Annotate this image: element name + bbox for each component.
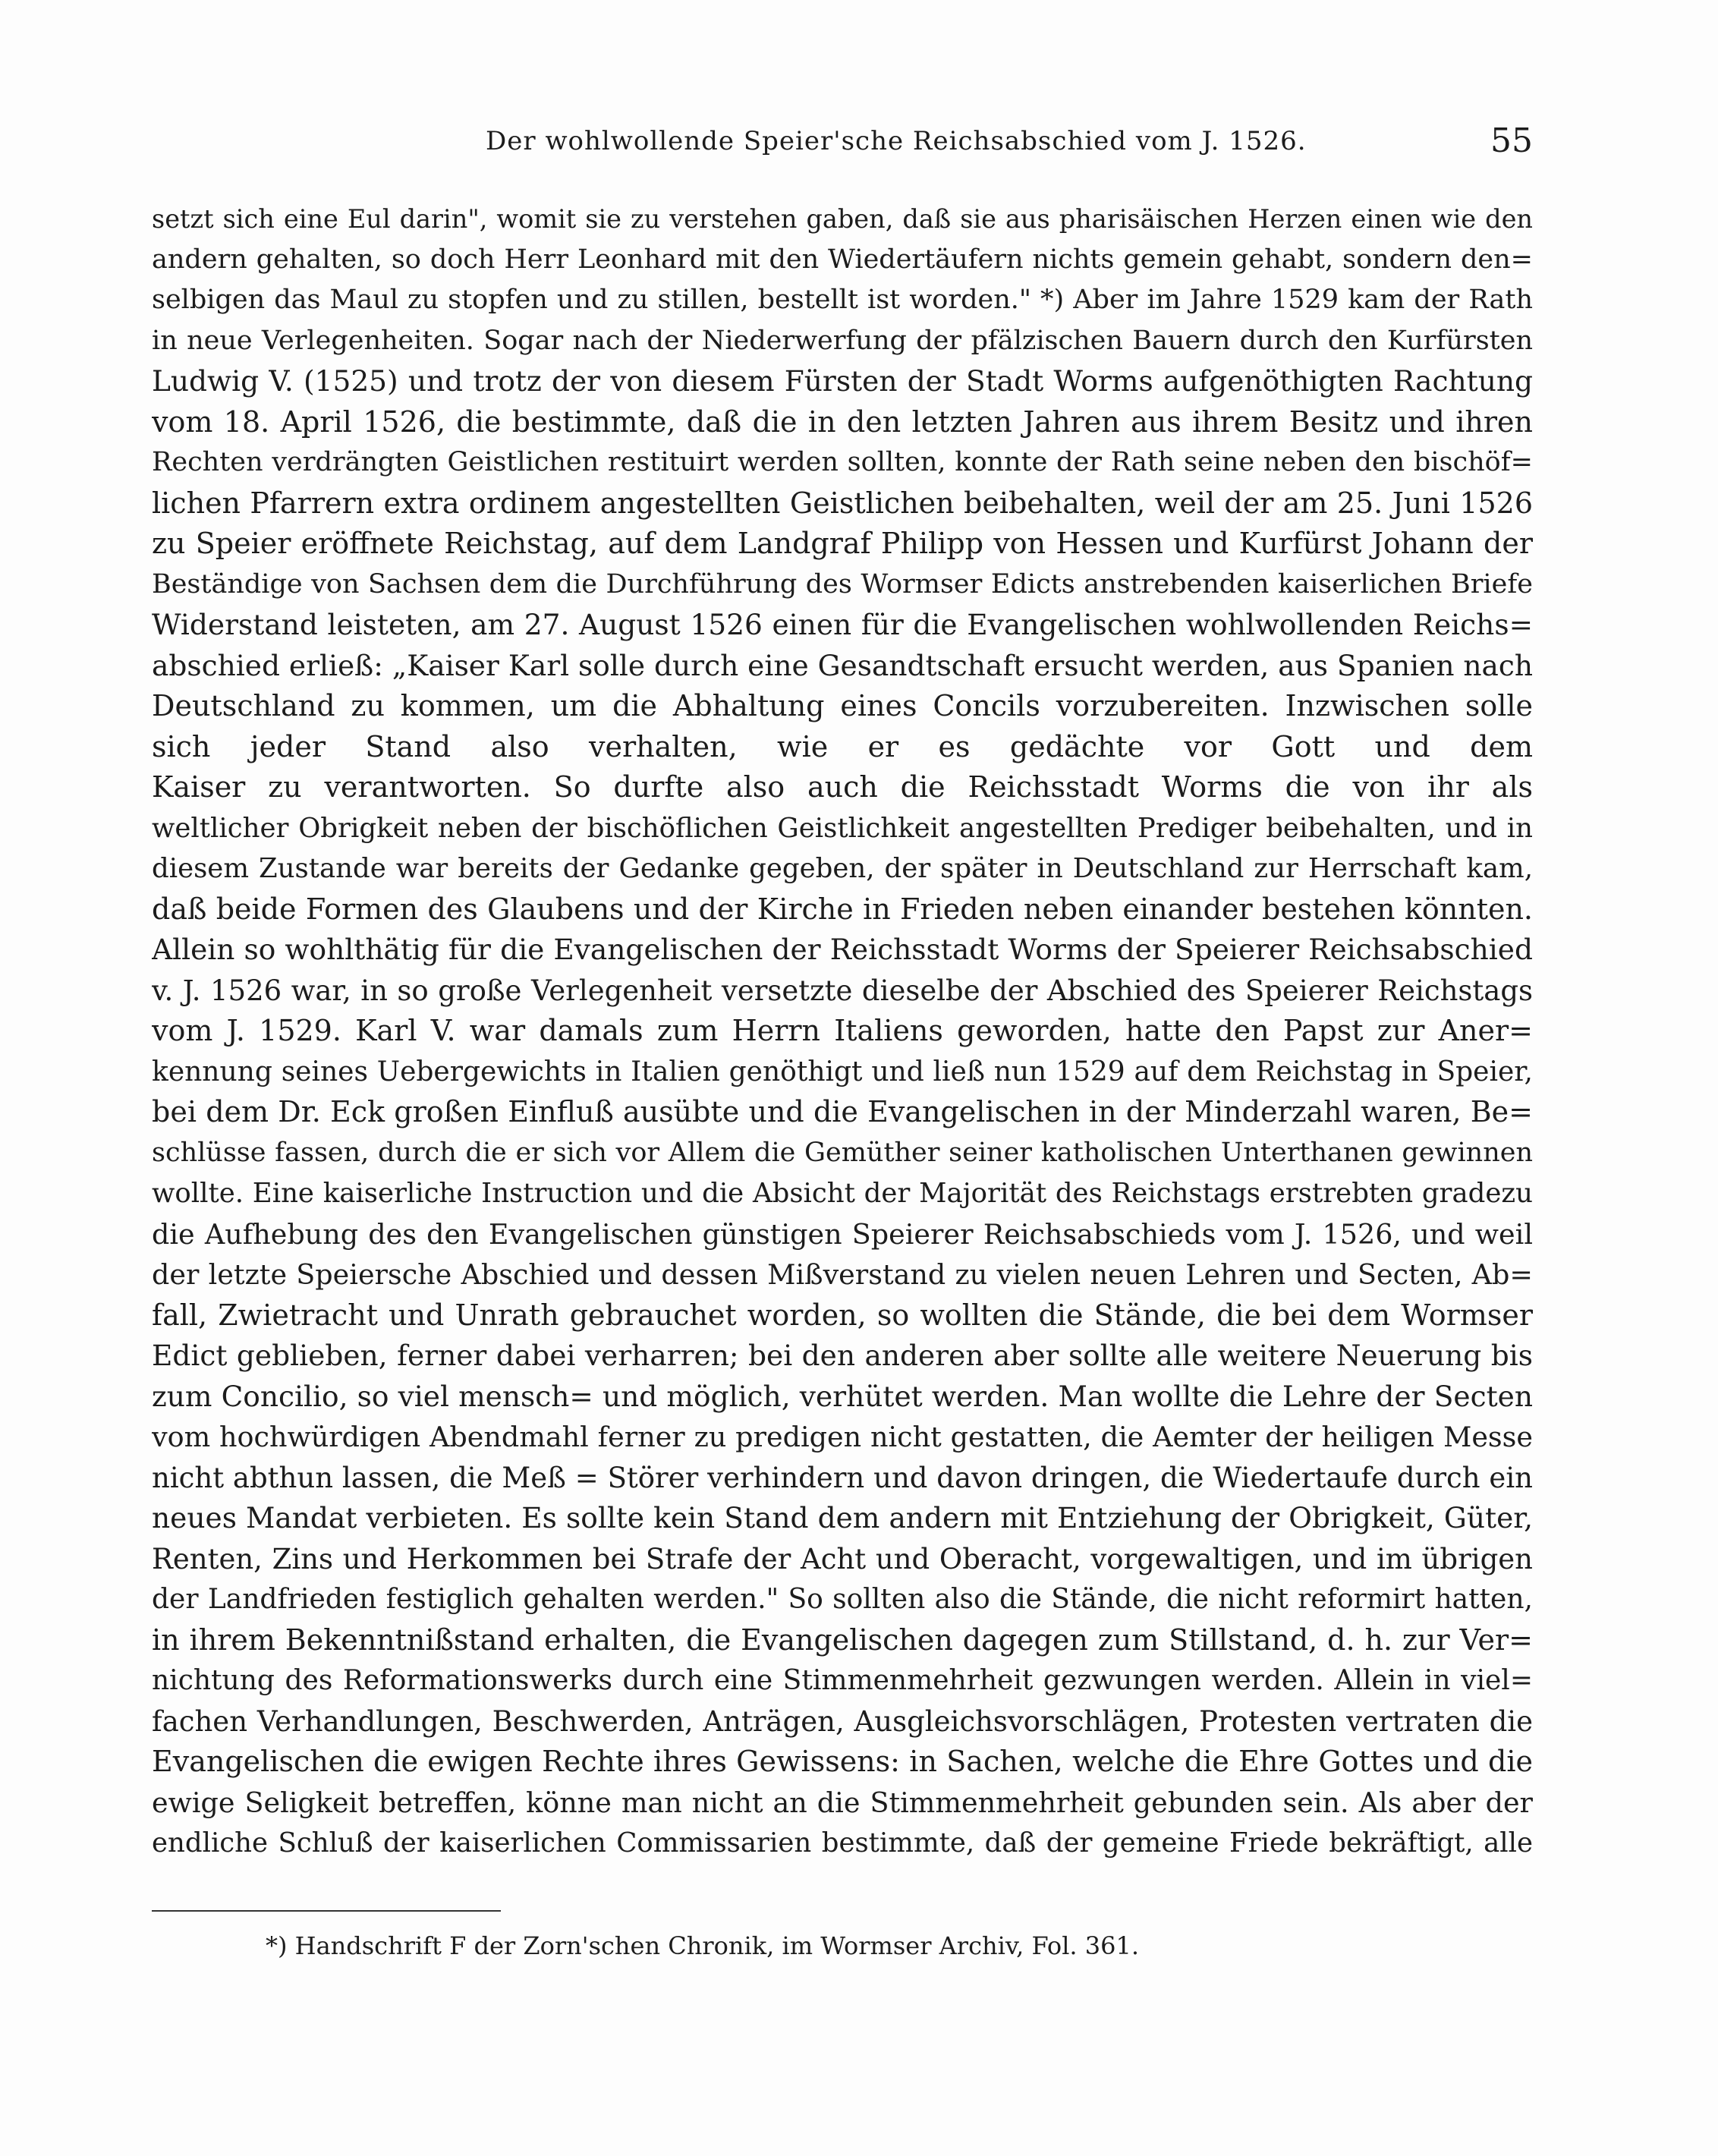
text-line: Beständige von Sachsen dem die Durchführung des Wormser Edicts anstrebenden kaiserlichen Briefe xyxy=(152,568,1533,600)
text-line: vom 18. April 1526, die bestimmte, daß die in den letzten Jahren aus ihrem Besitz und ihren xyxy=(152,404,1533,439)
text-line: in ihrem Bekenntnißstand erhalten, die Evangelischen dagegen zum Stillstand, d. h. zur Ver= xyxy=(152,1623,1533,1657)
text-line: Evangelischen die ewigen Rechte ihres Gewissens: in Sachen, welche die Ehre Gottes und die xyxy=(152,1745,1533,1778)
text-line: der Landfrieden festiglich gehalten werden." So sollten also die Stände, die nicht reformirt hatten, xyxy=(152,1584,1533,1615)
text-line: nichtung des Reformationswerks durch eine Stimmenmehrheit gezwungen werden. Allein in viel= xyxy=(152,1665,1533,1696)
text-line: zu Speier eröffnete Reichstag, auf dem Landgraf Philipp von Hessen und Kurfürst Johann der xyxy=(152,527,1533,560)
text-line: wollte. Eine kaiserliche Instruction und die Absicht der Majorität des Reichstags erstrebten gradezu xyxy=(152,1178,1533,1209)
footnote-divider xyxy=(152,1910,501,1912)
text-line: fall, Zwietracht und Unrath gebrauchet worden, so wollten die Stände, die bei dem Wormser xyxy=(152,1298,1533,1332)
page-header xyxy=(152,121,1533,167)
text-line: Renten, Zins und Herkommen bei Strafe der Acht und Oberacht, vorgewaltigen, und im übrigen xyxy=(152,1542,1533,1575)
text-line: kennung seines Uebergewichts in Italien genöthigt und ließ nun 1529 auf dem Reichstag in Speier, xyxy=(152,1056,1533,1087)
text-line: Ludwig V. (1525) und trotz der von diesem Fürsten der Stadt Worms aufgenöthigten Rachtung xyxy=(152,364,1533,398)
text-line: schlüsse fassen, durch die er sich vor Allem die Gemüther seiner katholischen Unterthanen gewinnen xyxy=(152,1137,1533,1168)
footnote: *) Handschrift F der Zorn'schen Chronik, im Wormser Archiv, Fol. 361. xyxy=(266,1931,1140,1960)
text-line: nicht abthun lassen, die Meß = Störer verhindern und davon dringen, die Wiedertaufe durch ein xyxy=(152,1461,1533,1494)
text-line: sich jeder Stand also verhalten, wie er es gedächte vor Gott und dem xyxy=(152,729,1533,763)
text-line: diesem Zustande war bereits der Gedanke gegeben, der später in Deutschland zur Herrschaft kam, xyxy=(152,853,1533,884)
text-line: endliche Schluß der kaiserlichen Commissarien bestimmte, daß der gemeine Friede bekräftigt, alle xyxy=(152,1827,1533,1859)
page-number: 55 xyxy=(1490,121,1533,160)
text-line: lichen Pfarrern extra ordinem angestellten Geistlichen beibehalten, weil der am 25. Juni 1526 xyxy=(152,486,1533,520)
text-line: setzt sich eine Eul darin", womit sie zu verstehen gaben, daß sie aus pharisäischen Herzen einen wie den xyxy=(152,204,1533,234)
text-line: daß beide Formen des Glaubens und der Kirche in Frieden neben einander bestehen könnten. xyxy=(152,892,1533,926)
text-line: neues Mandat verbieten. Es sollte kein Stand dem andern mit Entziehung der Obrigkeit, Güter, xyxy=(152,1501,1533,1534)
text-line: Kaiser zu verantworten. So durfte also auch die Reichsstadt Worms die von ihr als xyxy=(152,770,1533,804)
text-line: selbigen das Maul zu stopfen und zu stillen, bestellt ist worden." *) Aber im Jahre 1529 kam der Rath xyxy=(152,285,1533,315)
text-line: Rechten verdrängten Geistlichen restituirt werden sollten, konnte der Rath seine neben den bischöf= xyxy=(152,447,1533,477)
text-line: in neue Verlegenheiten. Sogar nach der Niederwerfung der pfälzischen Bauern durch den Kurfürsten xyxy=(152,325,1533,356)
body-text xyxy=(152,199,1533,1864)
text-line: zum Concilio, so viel mensch= und möglich, verhütet werden. Man wollte die Lehre der Secten xyxy=(152,1379,1533,1413)
text-line: Widerstand leisteten, am 27. August 1526 einen für die Evangelischen wohlwollenden Reichs= xyxy=(152,608,1533,641)
text-line: abschied erließ: „Kaiser Karl solle durch eine Gesandtschaft ersucht werden, aus Spanien nach xyxy=(152,648,1533,682)
text-line: Edict geblieben, ferner dabei verharren; bei den anderen aber sollte alle weitere Neuerung bis xyxy=(152,1339,1533,1372)
text-line: andern gehalten, so doch Herr Leonhard mit den Wiedertäufern nichts gemein gehabt, sondern den= xyxy=(152,244,1533,275)
text-line: der letzte Speiersche Abschied und dessen Mißverstand zu vielen neuen Lehren und Secten, Ab= xyxy=(152,1258,1533,1291)
text-line: bei dem Dr. Eck großen Einfluß ausübte und die Evangelischen in der Minderzahl waren, Be= xyxy=(152,1095,1533,1128)
text-line: Deutschland zu kommen, um die Abhaltung eines Concils vorzubereiten. Inzwischen solle xyxy=(152,689,1533,722)
text-line: fachen Verhandlungen, Beschwerden, Anträgen, Ausgleichsvorschlägen, Protesten vertraten die xyxy=(152,1704,1533,1738)
text-line: weltlicher Obrigkeit neben der bischöflichen Geistlichkeit angestellten Prediger beibehalten, und in xyxy=(152,812,1533,844)
text-line: Allein so wohlthätig für die Evangelischen der Reichsstadt Worms der Speierer Reichsabschied xyxy=(152,933,1533,966)
text-line: vom J. 1529. Karl V. war damals zum Herrn Italiens geworden, hatte den Papst zur Aner= xyxy=(152,1014,1533,1047)
text-line: ewige Seligkeit betreffen, könne man nicht an die Stimmenmehrheit gebunden sein. Als aber der xyxy=(152,1786,1533,1819)
text-line: v. J. 1526 war, in so große Verlegenheit versetzte dieselbe der Abschied des Speierer Reichstags xyxy=(152,974,1533,1007)
text-line: die Aufhebung des den Evangelischen günstigen Speierer Reichsabschieds vom J. 1526, und weil xyxy=(152,1217,1533,1251)
text-line: vom hochwürdigen Abendmahl ferner zu predigen nicht gestatten, die Aemter der heiligen Messe xyxy=(152,1421,1533,1453)
running-title: Der wohlwollende Speier'sche Reichsabschied vom J. 1526. xyxy=(486,126,1307,156)
